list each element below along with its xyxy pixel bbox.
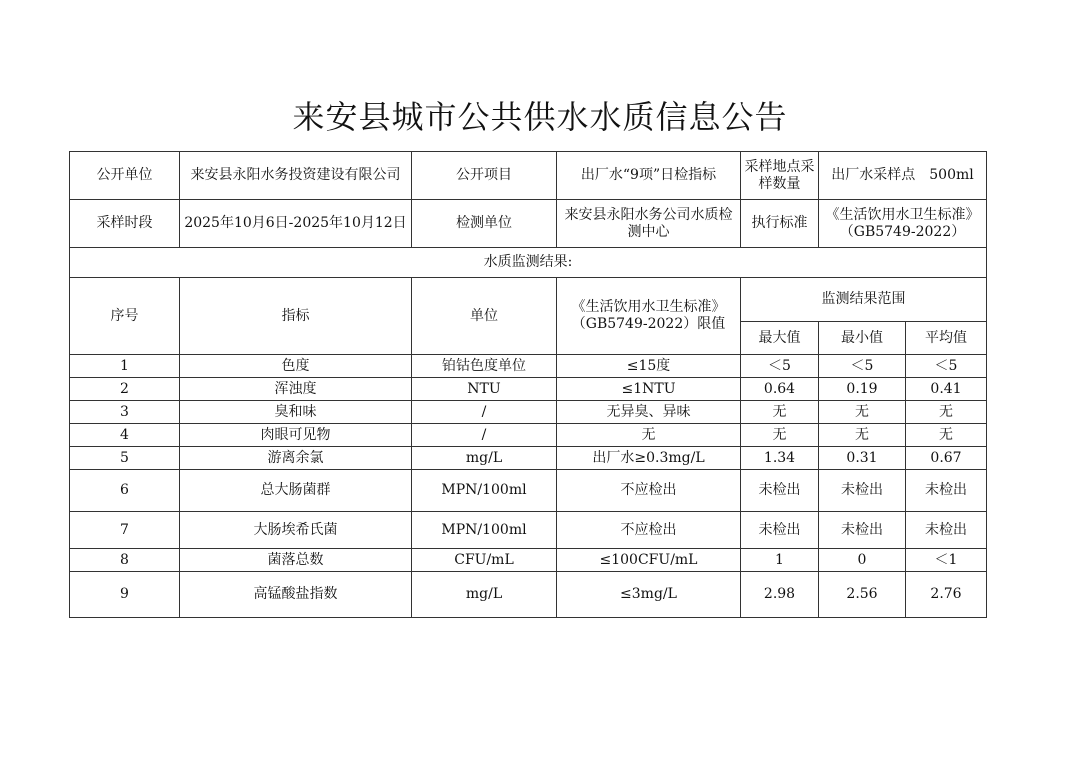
- cell-avg: ＜1: [906, 549, 987, 572]
- cell-min: 2.56: [819, 572, 906, 618]
- cell-avg: 未检出: [906, 512, 987, 549]
- cell-avg: 无: [906, 424, 987, 447]
- cell-avg: 未检出: [906, 470, 987, 512]
- cell-limit: 无异臭、异味: [557, 401, 741, 424]
- cell-no: 4: [70, 424, 180, 447]
- cell-min: ＜5: [819, 355, 906, 378]
- cell-max: 1.34: [741, 447, 819, 470]
- label-publishing-unit: 公开单位: [70, 152, 180, 200]
- cell-avg: 0.67: [906, 447, 987, 470]
- cell-no: 5: [70, 447, 180, 470]
- cell-unit: CFU/mL: [412, 549, 557, 572]
- cell-max: ＜5: [741, 355, 819, 378]
- cell-limit: ≤1NTU: [557, 378, 741, 401]
- sampling-period: 2025年10月6日-2025年10月12日: [180, 200, 412, 248]
- cell-unit: 铂钴色度单位: [412, 355, 557, 378]
- cell-no: 8: [70, 549, 180, 572]
- cell-min: 0: [819, 549, 906, 572]
- cell-unit: /: [412, 424, 557, 447]
- info-row-1: [70, 152, 987, 200]
- publishing-unit: 来安县永阳水务投资建设有限公司: [180, 152, 412, 200]
- cell-min: 无: [819, 424, 906, 447]
- cell-unit: NTU: [412, 378, 557, 401]
- cell-unit: mg/L: [412, 447, 557, 470]
- cell-limit: ≤3mg/L: [557, 572, 741, 618]
- page-title: 来安县城市公共供水水质信息公告: [292, 98, 788, 136]
- cell-unit: MPN/100ml: [412, 512, 557, 549]
- label-sampling-period: 采样时段: [70, 200, 180, 248]
- cell-indicator: 高锰酸盐指数: [180, 572, 412, 618]
- table-row: [70, 424, 987, 447]
- cell-max: 1: [741, 549, 819, 572]
- table-row: [70, 572, 987, 618]
- header-row-1: [70, 278, 987, 322]
- cell-min: 0.31: [819, 447, 906, 470]
- cell-indicator: 游离余氯: [180, 447, 412, 470]
- table-row: [70, 378, 987, 401]
- cell-min: 无: [819, 401, 906, 424]
- cell-min: 0.19: [819, 378, 906, 401]
- cell-max: 无: [741, 401, 819, 424]
- cell-no: 9: [70, 572, 180, 618]
- table-row: [70, 512, 987, 549]
- cell-indicator: 肉眼可见物: [180, 424, 412, 447]
- cell-avg: 2.76: [906, 572, 987, 618]
- cell-unit: mg/L: [412, 572, 557, 618]
- header-indicator: 指标: [180, 278, 412, 355]
- cell-limit: 不应检出: [557, 512, 741, 549]
- header-unit: 单位: [412, 278, 557, 355]
- label-testing-unit: 检测单位: [412, 200, 557, 248]
- table-row: [70, 401, 987, 424]
- cell-limit: ≤15度: [557, 355, 741, 378]
- testing-unit: 来安县永阳水务公司水质检测中心: [557, 200, 741, 248]
- table-row: [70, 355, 987, 378]
- water-quality-table: [69, 151, 987, 618]
- cell-indicator: 色度: [180, 355, 412, 378]
- cell-max: 未检出: [741, 470, 819, 512]
- cell-no: 6: [70, 470, 180, 512]
- cell-indicator: 臭和味: [180, 401, 412, 424]
- cell-indicator: 总大肠菌群: [180, 470, 412, 512]
- label-publishing-item: 公开项目: [412, 152, 557, 200]
- results-heading: 水质监测结果:: [70, 248, 987, 278]
- cell-limit: 不应检出: [557, 470, 741, 512]
- header-range: 监测结果范围: [741, 278, 987, 322]
- header-avg: 平均值: [906, 322, 987, 355]
- cell-indicator: 大肠埃希氏菌: [180, 512, 412, 549]
- cell-no: 7: [70, 512, 180, 549]
- cell-limit: 出厂水≥0.3mg/L: [557, 447, 741, 470]
- cell-limit: ≤100CFU/mL: [557, 549, 741, 572]
- cell-unit: MPN/100ml: [412, 470, 557, 512]
- cell-max: 无: [741, 424, 819, 447]
- label-sampling-site: 采样地点采样数量: [741, 152, 819, 200]
- cell-min: 未检出: [819, 470, 906, 512]
- cell-avg: 无: [906, 401, 987, 424]
- cell-avg: ＜5: [906, 355, 987, 378]
- table-row: [70, 447, 987, 470]
- cell-max: 0.64: [741, 378, 819, 401]
- table-row: [70, 470, 987, 512]
- header-no: 序号: [70, 278, 180, 355]
- standard: 《生活饮用水卫生标准》（GB5749-2022）: [819, 200, 987, 248]
- cell-indicator: 菌落总数: [180, 549, 412, 572]
- header-min: 最小值: [819, 322, 906, 355]
- cell-no: 3: [70, 401, 180, 424]
- header-limit: 《生活饮用水卫生标准》（GB5749-2022）限值: [557, 278, 741, 355]
- info-row-2: [70, 200, 987, 248]
- cell-max: 2.98: [741, 572, 819, 618]
- cell-unit: /: [412, 401, 557, 424]
- results-heading-row: [70, 248, 987, 278]
- sampling-site: 出厂水采样点 500ml: [819, 152, 987, 200]
- cell-indicator: 浑浊度: [180, 378, 412, 401]
- cell-no: 1: [70, 355, 180, 378]
- publishing-item: 出厂水“9项”日检指标: [557, 152, 741, 200]
- cell-min: 未检出: [819, 512, 906, 549]
- header-max: 最大值: [741, 322, 819, 355]
- cell-limit: 无: [557, 424, 741, 447]
- cell-avg: 0.41: [906, 378, 987, 401]
- cell-max: 未检出: [741, 512, 819, 549]
- table-row: [70, 549, 987, 572]
- label-standard: 执行标准: [741, 200, 819, 248]
- cell-no: 2: [70, 378, 180, 401]
